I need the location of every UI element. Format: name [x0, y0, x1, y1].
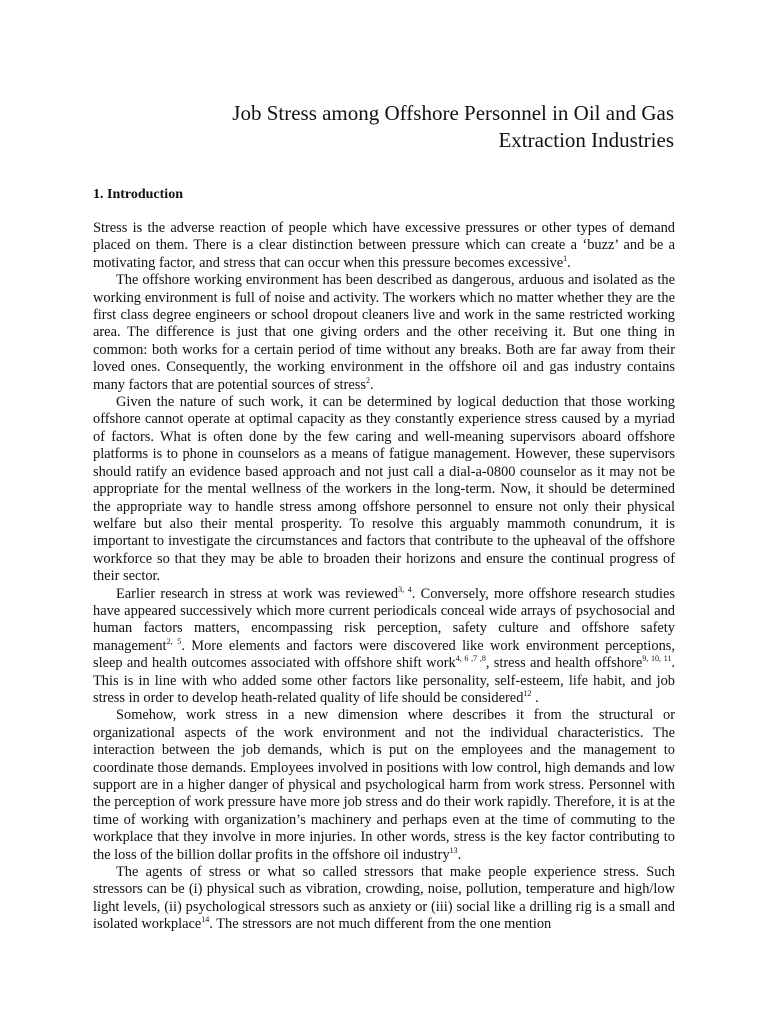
citation: 9, 10, 11: [642, 654, 672, 664]
paragraph-2: The offshore working environment has been described as dangerous, arduous and isolated as the working environment is full of noise and activity. The workers which no matter whether they are the first class degree engineers or school dropout cleaners live and work in the same restricted working area. The difference is just that one giving orders and the other receiving it. But one thing in common: both works for a certain period of time without any breaks. Both are far away from their loved ones. Consequently, the working environment in the offshore oil and gas industry contains many factors that are potential sources of stress$^2$.: [93, 272, 675, 393]
paragraph-1: Stress is the adverse reaction of people which have excessive pressures or other types of demand placed on them. There is a clear distinction between pressure which can create a ‘buzz’ and be a motivating factor, and stress that can occur when this pressure becomes excessive$^1$.: [93, 220, 675, 271]
citation: 12: [523, 688, 532, 698]
section-heading: 1. Introduction: [93, 187, 183, 202]
paragraph-6: The agents of stress or what so called stressors that make people experience stress. Such stressors can be (i) physical such as vibration, crowding, noise, pollution, temperature and high/low light levels, (ii) psychological stressors such as anxiety or (iii) social like a drilling rig is a small and isolated workplace$^{14}$. The stressors are not much different from the one mention: [93, 864, 675, 933]
paragraph-4: Earlier research in stress at work was reviewed$^{3, 4}$. Conversely, more offshore research studies have appeared successively which more current periodicals conceal wide arrays of psychosocial and human factors matters, encompassing risk perception, safety culture and offshore safety management$^{2, 5}$. More elements and factors were discovered like work environment perceptions, sleep and health outcomes associated with offshore shift work$^{4, 6 ,7 ,8}$, stress and health offshore$^{9, 10, 11}$. This is in line with who added some other factors like personality, self-esteem, life habit, and job stress in order to develop heath-related quality of life should be considered$^{12}$ .: [93, 584, 676, 706]
citation: 2, 5: [166, 636, 182, 646]
paragraph-3: Given the nature of such work, it can be determined by logical deduction that those working offshore cannot operate at optimal capacity as they constantly experience stress caused by a myriad of factors. What is often done by the few caring and well-meaning supervisors aboard offshore platforms is to phone in counselors as a means of fatigue management. However, these supervisors should ratify an evidence based approach and not just call a dial-a-0800 counselor as it may not be appropriate for the mental wellness of the workers in the long-term. Now, it should be determined the appropriate way to handle stress among offshore personnel to ensure not only their physical welfare but also their mental prosperity. To resolve this arguably mammoth conundrum, it is important to investigate the circumstances and factors that contribute to the upheaval of the offshore workforce so that they may be able to broaden their horizons and ensure the continual progress of their sector.: [93, 394, 675, 585]
citation: 3, 4: [398, 584, 412, 594]
title-line-2: Extraction Industries: [498, 128, 674, 152]
citation: 2: [365, 375, 370, 385]
citation: 14: [201, 915, 210, 925]
title-line-1: Job Stress among Offshore Personnel in Oil and Gas: [232, 101, 674, 125]
paragraph-5: Somehow, work stress in a new dimension where describes it from the structural or organizational aspects of the work environment and not the individual characteristics. The interaction between the job demands, which is put on the employees and the management to coordinate those demands. Employees involved in positions with low control, high demands and low support are in a higher danger of physical and psychological harm from work stress. Personnel with the perception of work pressure have more job stress and do their work rapidly. Therefore, it is at the time of working with organization’s machinery and perhaps even at the time of commuting to the workplace that they involve in more injuries. In other words, stress is the key factor contributing to the loss of the billion dollar profits in the offshore oil industry$^{13}$.: [93, 707, 675, 863]
citation: 1: [563, 253, 568, 263]
citation: 13: [449, 845, 458, 855]
paper-title: [114, 100, 674, 154]
citation: 4, 6 ,7 ,8: [455, 654, 486, 664]
body-text: [93, 220, 675, 934]
